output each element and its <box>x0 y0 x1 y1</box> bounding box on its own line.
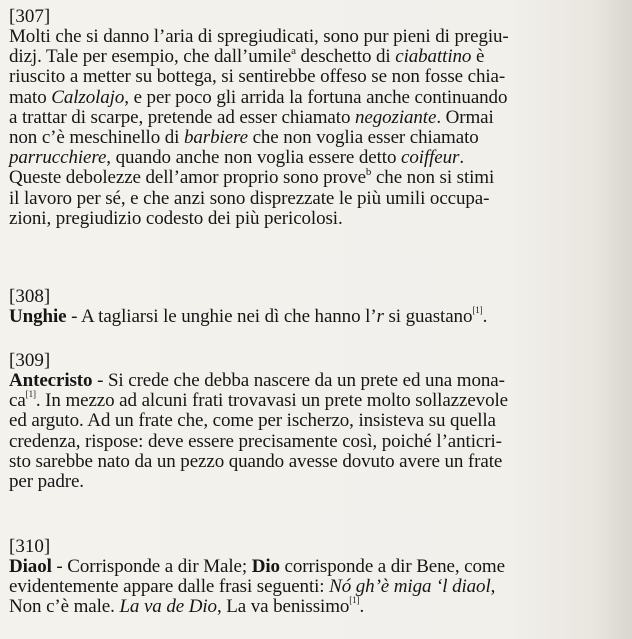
text-run: mato <box>9 86 52 108</box>
text-run: credenza, rispose: deve essere precisamente così, poiché l’anticri- <box>9 430 502 452</box>
text-run: . <box>359 596 365 618</box>
text-line <box>9 209 621 229</box>
footnote-ref: [1] <box>349 595 360 606</box>
text-run: a trattar di scarpe, pretende ad esser chiamato <box>9 106 355 128</box>
headword: Diaol <box>9 556 52 577</box>
text-line <box>9 452 621 472</box>
text-line <box>9 88 621 108</box>
text-run: - Corrisponde a dir Male; <box>51 556 252 577</box>
text-line <box>9 577 621 597</box>
italic-term: negoziante <box>355 106 437 128</box>
text-line <box>9 189 621 209</box>
text-run: è <box>471 46 485 68</box>
text-line <box>9 47 621 67</box>
entry-text <box>9 27 621 229</box>
text-line <box>9 371 621 391</box>
text-run: , e per poco gli arrida la fortuna anche continuando <box>124 86 508 108</box>
headword: Dio <box>251 556 280 577</box>
entry-309 <box>9 350 621 492</box>
text-run: Molti che si danno l’aria di spregiudicati, sono pur pieni di pregiu- <box>9 26 509 47</box>
entry-number: [308] <box>9 286 51 307</box>
entry-307 <box>9 6 621 229</box>
footnote-ref: [1] <box>25 389 36 400</box>
text-line <box>9 27 621 47</box>
entry-text <box>9 371 621 492</box>
text-run: , La va benissimo <box>216 596 350 618</box>
text-line <box>9 108 621 128</box>
text-run: Queste debolezze dell’amor proprio sono prove <box>9 167 366 189</box>
text-run: zioni, pregiudizio codesto dei più pericolosi. <box>9 207 343 229</box>
note-marker: a <box>291 45 296 58</box>
entry-text <box>9 557 621 618</box>
text-line <box>9 307 621 327</box>
text-run: ca <box>9 390 26 412</box>
text-run: non c’è meschinello di <box>9 127 184 149</box>
entry-number: [307] <box>9 6 51 27</box>
italic-term: barbiere <box>183 127 248 149</box>
headword: Unghie <box>9 306 67 327</box>
text-run: ed arguto. Ad un frate che, come per ischerzo, insisteva su quella <box>9 410 496 432</box>
text-line <box>9 391 621 411</box>
text-line <box>9 557 621 577</box>
text-run: che non si stimi <box>371 167 495 189</box>
italic-term: parrucchiere <box>9 147 107 169</box>
text-run: evidentemente appare dalle frasi seguenti: <box>9 576 330 598</box>
text-run: . Ormai <box>436 106 494 128</box>
text-run: deschetto di <box>295 46 396 68</box>
text-line <box>9 597 621 617</box>
text-run: Non c’è male. <box>9 596 120 618</box>
italic-term: Calzolajo <box>51 86 125 108</box>
italic-term: r <box>376 306 384 327</box>
text-run: il lavoro per sé, e che anzi sono disprezzate le più umili occupa- <box>9 187 490 209</box>
text-run: corrisponde a dir Bene, come <box>279 556 505 577</box>
entry-308 <box>9 286 621 327</box>
text-line <box>9 148 621 168</box>
text-line <box>9 411 621 431</box>
text-run: riuscito a metter su bottega, si sentirebbe offeso se non fosse chia- <box>9 66 506 88</box>
text-line <box>9 432 621 452</box>
text-run: , quando anche non voglia essere detto <box>106 147 402 169</box>
text-run: . <box>482 306 488 327</box>
text-run: dizj. Tale per esempio, che dall’umile <box>9 46 292 68</box>
text-run: . In mezzo ad alcuni frati trovavasi un prete molto sollazzevole <box>35 390 508 412</box>
text-run: che non voglia esser chiamato <box>247 127 479 149</box>
headword: Antecristo <box>9 370 93 391</box>
italic-term: coiffeur <box>401 147 460 169</box>
text-run: - A tagliarsi le unghie nei dì che hanno l’ <box>66 306 377 327</box>
text-line <box>9 472 621 492</box>
text-run: . <box>459 147 464 169</box>
text-run: , <box>490 576 496 598</box>
text-run: per padre. <box>9 471 84 493</box>
italic-term: Nó gh’è miga ‘l diaol <box>329 576 491 598</box>
italic-term: La va de Dio <box>119 596 217 618</box>
text-run: sto sarebbe nato da un pezzo quando avesse dovuto avere un frate <box>9 450 503 472</box>
entry-text <box>9 307 621 327</box>
text-line <box>9 128 621 148</box>
note-marker: b <box>365 166 372 179</box>
footnote-ref: [1] <box>472 305 483 315</box>
entry-310 <box>9 536 621 618</box>
text-line <box>9 67 621 87</box>
text-run: - Si crede che debba nascere da un prete ed una mona- <box>92 370 505 391</box>
entry-number: [310] <box>9 536 51 557</box>
italic-term: ciabattino <box>395 46 472 68</box>
text-run: si guastano <box>383 306 473 327</box>
text-line <box>9 168 621 188</box>
entry-number: [309] <box>9 350 51 371</box>
